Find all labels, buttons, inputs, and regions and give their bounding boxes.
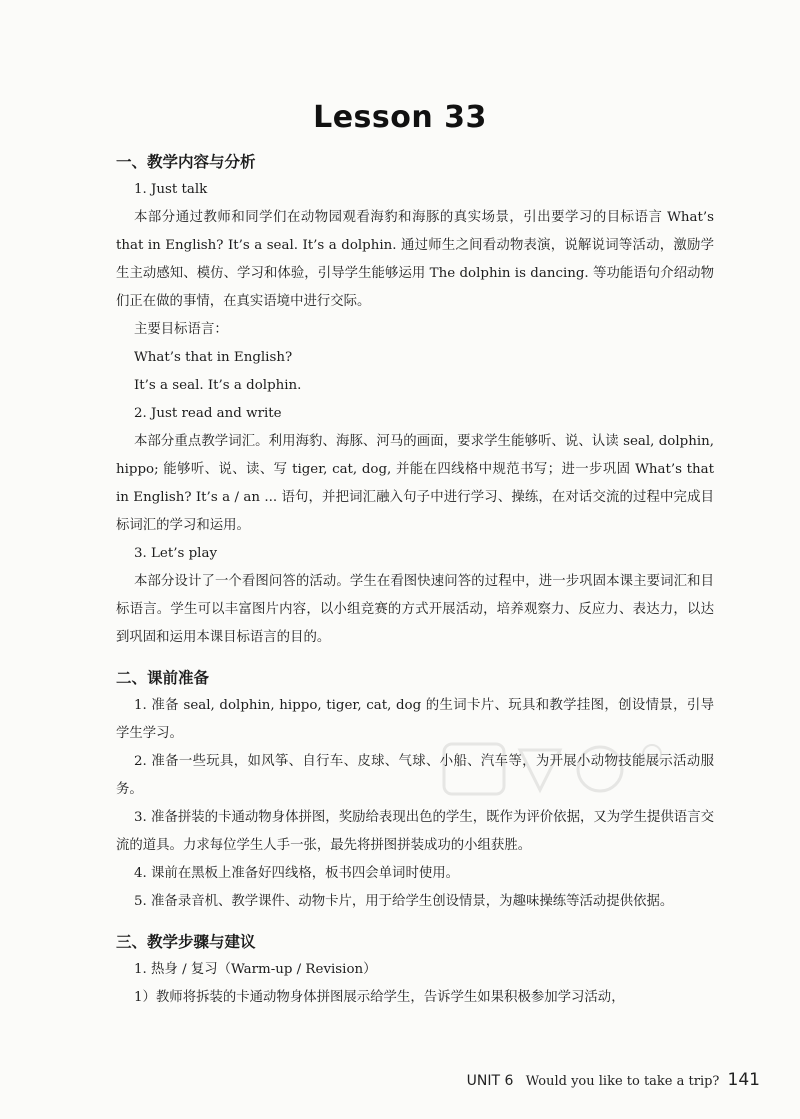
part2-title: 2. Just read and write bbox=[134, 406, 282, 421]
page-number: 141 bbox=[727, 1070, 760, 1090]
footer-unit-title: Would you like to take a trip? bbox=[525, 1074, 720, 1089]
page-body bbox=[116, 148, 714, 1012]
prep-item-3: 3. 准备拼装的卡通动物身体拼图，奖励给表现出色的学生，既作为评价依据，又为学生提供语言交流的道具。力求每位学生人手一张，最先将拼图拼装成功的小组获胜。 bbox=[116, 810, 714, 853]
part1-title: 1. Just talk bbox=[134, 182, 208, 197]
target-language-line-1: What’s that in English? bbox=[134, 350, 293, 365]
part1-text: 本部分通过教师和同学们在动物园观看海豹和海豚的真实场景，引出要学习的目标语言 What’s that in English? It’s a seal. It’s a dolphin. 通过师生之间看动物表演，说解说词等活动，激励学生主动感知、模仿、学习和体验，引导学生能够运用 The dolphin is dancing. 等功能语句介绍动物们正在做的事情，在真实语境中进行交际。 bbox=[116, 210, 714, 309]
step1-title: 1. 热身 / 复习（Warm-up / Revision） bbox=[134, 962, 377, 977]
prep-item-5: 5. 准备录音机、教学课件、动物卡片，用于给学生创设情景，为趣味操练等活动提供依据。 bbox=[134, 894, 674, 909]
target-language-line-2: It’s a seal. It’s a dolphin. bbox=[134, 378, 302, 393]
section1-heading: 一、教学内容与分析 bbox=[116, 153, 256, 171]
section3-heading: 三、教学步骤与建议 bbox=[116, 933, 256, 951]
target-language-label: 主要目标语言： bbox=[134, 322, 228, 337]
publisher-watermark-logo bbox=[440, 738, 670, 800]
page-footer bbox=[467, 1070, 760, 1090]
part3-title: 3. Let’s play bbox=[134, 546, 218, 561]
prep-item-4: 4. 课前在黑板上准备好四线格，板书四会单词时使用。 bbox=[134, 866, 460, 881]
part3-text: 本部分设计了一个看图问答的活动。学生在看图快速问答的过程中，进一步巩固本课主要词汇和目标语言。学生可以丰富图片内容，以小组竞赛的方式开展活动，培养观察力、反应力、表达力，以达到巩固和运用本课目标语言的目的。 bbox=[116, 574, 714, 645]
prep-item-1: 1. 准备 seal, dolphin, hippo, tiger, cat, dog 的生词卡片、玩具和教学挂图，创设情景，引导学生学习。 bbox=[116, 698, 714, 741]
step1-text: 1）教师将拆装的卡通动物身体拼图展示给学生，告诉学生如果积极参加学习活动， bbox=[134, 990, 625, 1005]
lesson-title: Lesson 33 bbox=[313, 100, 487, 135]
prep-item-2: 2. 准备一些玩具，如风筝、自行车、皮球、气球、小船、汽车等，为开展小动物技能展示活动服务。 bbox=[116, 754, 714, 797]
part2-text: 本部分重点教学词汇。利用海豹、海豚、河马的画面，要求学生能够听、说、认读 seal, dolphin, hippo; 能够听、说、读、写 tiger, cat, dog, 并能在四线格中规范书写；进一步巩固 What’s that in English? It’s a / an ... 语句，并把词汇融入句子中进行学习、操练，在对话交流的过程中完成目标词汇的学习和运用。 bbox=[116, 434, 714, 533]
footer-unit: UNIT 6 bbox=[466, 1073, 514, 1089]
section2-heading: 二、课前准备 bbox=[116, 669, 210, 687]
